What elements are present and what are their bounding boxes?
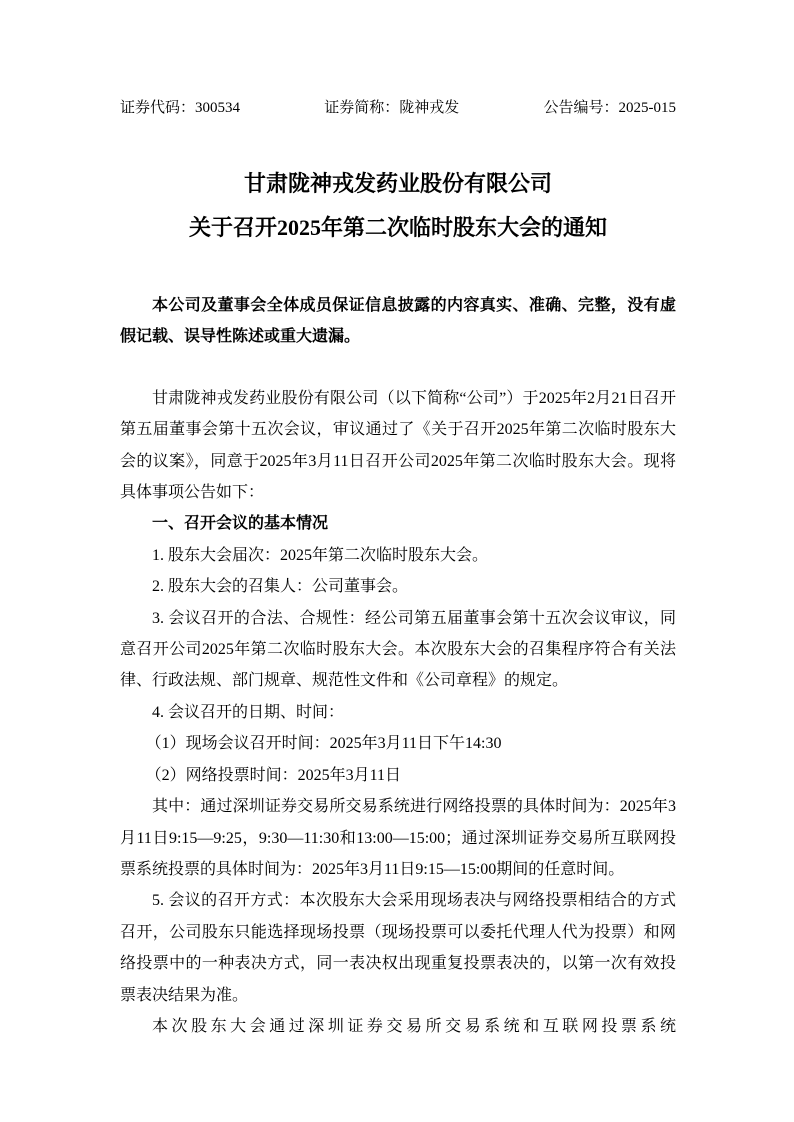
document-title-line1: 甘肃陇神戎发药业股份有限公司	[243, 171, 552, 196]
continuation-paragraph-first-line: 本次股东大会通过深圳证券交易所交易系统和互联网投票系统	[152, 1017, 676, 1035]
item-5-meeting-method: 5. 会议的召开方式：本次股东大会采用现场表决与网络投票相结合的方式召开，公司股东只能选择现场投票（现场投票可以委托代理人代为投票）和网络投票中的一种表决方式，同一表决权出现重复投票表决的，以第一次有效投票表决结果为准。	[120, 892, 676, 1004]
item-4-2-online-voting-time: （2）网络投票时间：2025年3月11日	[145, 766, 402, 784]
item-4-note-voting-windows: 其中：通过深圳证券交易所交易系统进行网络投票的具体时间为：2025年3月11日9:15—9:25，9:30—11:30和13:00—15:00；通过深圳证券交易所互联网投票系统投票的具体时间为：2025年3月11日9:15—15:00期间的任意时间。	[120, 798, 676, 878]
document-title	[120, 162, 676, 250]
item-4-1-onsite-time: （1）现场会议召开时间：2025年3月11日下午14:30	[145, 735, 502, 753]
section-1-heading: 一、召开会议的基本情况	[152, 515, 329, 533]
stock-short-name: 证券简称：陇神戎发	[324, 100, 460, 116]
stock-code: 证券代码：300534	[120, 100, 241, 116]
item-2-convener: 2. 股东大会的召集人：公司董事会。	[152, 578, 409, 596]
document-title-line2: 关于召开2025年第二次临时股东大会的通知	[188, 215, 607, 240]
item-3-legality: 3. 会议召开的合法、合规性：经公司第五届董事会第十五次会议审议，同意召开公司2025年第二次临时股东大会。本次股东大会的召集程序符合有关法律、行政法规、部门规章、规范性文件和《公司章程》的规定。	[120, 609, 676, 690]
item-1-meeting-session: 1. 股东大会届次：2025年第二次临时股东大会。	[152, 546, 489, 564]
document-header	[120, 98, 676, 118]
disclaimer-statement: 本公司及董事会全体成员保证信息披露的内容真实、准确、完整，没有虚假记载、误导性陈述或重大遗漏。	[120, 297, 676, 346]
intro-paragraph: 甘肃陇神戎发药业股份有限公司（以下简称“公司”）于2025年2月21日召开第五届董事会第十五次会议，审议通过了《关于召开2025年第二次临时股东大会的议案》，同意于2025年3月11日召开公司2025年第二次临时股东大会。现将具体事项公告如下：	[120, 389, 676, 502]
document-body	[120, 383, 676, 1043]
item-4-date-time: 4. 会议召开的日期、时间：	[152, 703, 345, 721]
announcement-number: 公告编号：2025-015	[543, 100, 676, 116]
